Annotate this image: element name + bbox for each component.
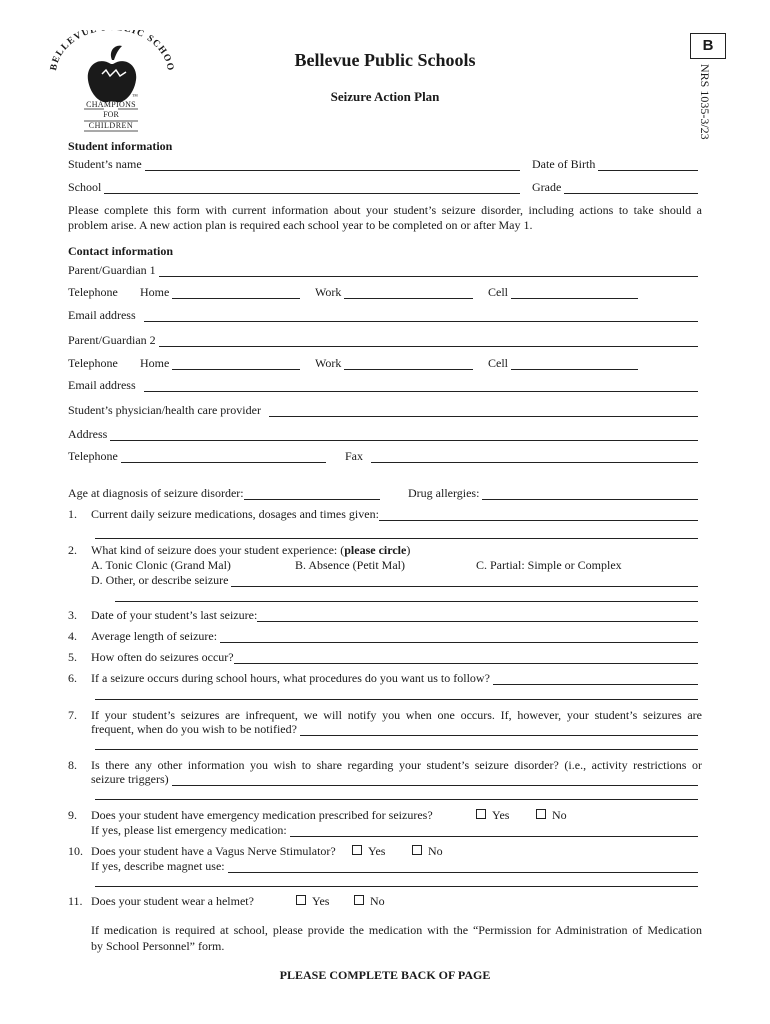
physician-row: [68, 403, 698, 417]
medication-note-line2: by School Personnel” form.: [91, 939, 225, 953]
q1-row: [91, 507, 698, 521]
q3-label: Date of your student’s last seizure:: [91, 608, 258, 622]
school-field[interactable]: [104, 182, 520, 194]
q10-label: Does your student have a Vagus Nerve Stimulator?: [91, 844, 336, 858]
q11-no-option[interactable]: [354, 894, 385, 908]
q11-yes-checkbox[interactable]: [296, 895, 306, 905]
home1-row: [140, 285, 300, 299]
student-name-row: [68, 157, 520, 171]
age-diagnosis-label: Age at diagnosis of seizure disorder:: [68, 486, 244, 500]
q7-number: 7.: [68, 708, 77, 722]
q2-field-line2[interactable]: [115, 601, 698, 602]
physician-telephone-field[interactable]: [121, 451, 326, 463]
dob-label: Date of Birth: [532, 157, 596, 171]
q11-label: Does your student wear a helmet?: [91, 894, 254, 908]
form-subtitle: Seizure Action Plan: [330, 89, 440, 104]
q2-option-d[interactable]: D. Other, or describe seizure: [91, 573, 229, 587]
email1-field[interactable]: [144, 310, 698, 322]
q9-yes-label: Yes: [492, 808, 510, 822]
guardian2-row: [68, 333, 698, 347]
q2-other-field[interactable]: [231, 575, 698, 587]
page-title: Bellevue Public Schools: [294, 50, 476, 70]
q1-field-line2[interactable]: [95, 538, 698, 539]
dob-row: [532, 157, 698, 171]
q5-field[interactable]: [234, 652, 698, 664]
back-page-notice: PLEASE COMPLETE BACK OF PAGE: [279, 968, 491, 982]
q7-label-line1: If your student’s seizures are infrequent, we will notify you when one occurs. If, however, your student’s seizures are: [91, 708, 702, 722]
q10-sub-label: If yes, describe magnet use:: [91, 859, 225, 873]
dob-field[interactable]: [598, 159, 698, 171]
email1-row: [68, 308, 698, 322]
q7-label-line2: frequent, when do you wish to be notified?: [91, 722, 297, 736]
q4-row: [91, 629, 698, 643]
address-label: Address: [68, 427, 108, 441]
fax-label: Fax: [345, 449, 363, 463]
work2-label: Work: [315, 356, 342, 370]
q10-yes-label: Yes: [368, 844, 386, 858]
contact-info-heading: Contact information: [68, 244, 173, 258]
home2-row: [140, 356, 300, 370]
drug-allergies-field[interactable]: [482, 488, 698, 500]
q9-no-checkbox[interactable]: [536, 809, 546, 819]
q8-number: 8.: [68, 758, 77, 772]
q3-field[interactable]: [257, 610, 698, 622]
physician-label: Student’s physician/health care provider: [68, 403, 261, 417]
work2-row: [315, 356, 473, 370]
age-diagnosis-field[interactable]: [244, 488, 380, 500]
q8-label-line2: seizure triggers): [91, 772, 169, 786]
q1-label: Current daily seizure medications, dosages and times given:: [91, 507, 379, 521]
telephone2-label: Telephone: [68, 356, 118, 370]
physician-telephone-label: Telephone: [68, 449, 118, 463]
q10-sub-field[interactable]: [228, 861, 698, 873]
cell2-label: Cell: [488, 356, 508, 370]
form-letter-badge: B: [690, 33, 726, 59]
grade-field[interactable]: [564, 182, 698, 194]
q10-no-option[interactable]: [412, 844, 443, 858]
q5-number: 5.: [68, 650, 77, 664]
q9-number: 9.: [68, 808, 77, 822]
q9-sub-row: [91, 823, 698, 837]
q4-number: 4.: [68, 629, 77, 643]
q6-label: If a seizure occurs during school hours, what procedures do you want us to follow?: [91, 671, 490, 685]
q3-row: [91, 608, 698, 622]
q8-field-line2[interactable]: [95, 799, 698, 800]
q6-field-line2[interactable]: [95, 699, 698, 700]
address-row: [68, 427, 698, 441]
fax-row: [345, 449, 698, 463]
school-row: [68, 180, 520, 194]
work1-field[interactable]: [344, 287, 473, 299]
logo-arc-text: BELLEVUE IC SCHOO: [49, 30, 176, 73]
school-logo: [46, 30, 176, 134]
cell1-label: Cell: [488, 285, 508, 299]
q4-label: Average length of seizure:: [91, 629, 218, 643]
telephone1-label: Telephone: [68, 285, 118, 299]
physician-field[interactable]: [269, 405, 698, 417]
q4-field[interactable]: [220, 631, 698, 643]
fax-field[interactable]: [371, 451, 698, 463]
logo-tagline-2: FOR: [103, 110, 119, 119]
q2-number: 2.: [68, 543, 77, 557]
q6-field[interactable]: [493, 673, 698, 685]
q2-label: What kind of seizure does your student experience: (please circle): [91, 543, 411, 557]
work1-row: [315, 285, 473, 299]
q2-option-c[interactable]: C. Partial: Simple or Complex: [476, 558, 622, 572]
q5-label: How often do seizures occur?: [91, 650, 234, 664]
age-diagnosis-row: [68, 486, 380, 500]
cell2-row: [488, 356, 638, 370]
q11-yes-option[interactable]: [296, 894, 329, 908]
guardian1-field[interactable]: [159, 265, 698, 277]
q2-option-d-row: [91, 573, 698, 587]
q11-no-checkbox[interactable]: [354, 895, 364, 905]
student-name-field[interactable]: [145, 159, 520, 171]
q7-field-line2[interactable]: [95, 749, 698, 750]
q9-label: Does your student have emergency medication prescribed for seizures?: [91, 808, 433, 822]
guardian2-label: Parent/Guardian 2: [68, 333, 156, 347]
grade-row: [532, 180, 698, 194]
q6-row: [91, 671, 698, 685]
cell1-field[interactable]: [511, 287, 638, 299]
student-info-heading: Student information: [68, 139, 173, 153]
q10-sub-row: [91, 859, 698, 873]
q3-number: 3.: [68, 608, 77, 622]
grade-label: Grade: [532, 180, 562, 194]
q11-number: 11.: [68, 894, 83, 908]
home2-field[interactable]: [172, 358, 300, 370]
q7-field[interactable]: [300, 724, 698, 736]
q10-yes-option[interactable]: [352, 844, 385, 858]
email2-label: Email address: [68, 378, 136, 392]
work2-field[interactable]: [344, 358, 473, 370]
q11-yes-label: Yes: [312, 894, 330, 908]
q2-option-b[interactable]: B. Absence (Petit Mal): [295, 558, 405, 572]
q5-row: [91, 650, 698, 664]
address-field[interactable]: [110, 429, 698, 441]
email1-label: Email address: [68, 308, 136, 322]
guardian1-label: Parent/Guardian 1: [68, 263, 156, 277]
drug-allergies-row: [408, 486, 698, 500]
cell2-field[interactable]: [511, 358, 638, 370]
medication-note-line1: If medication is required at school, please provide the medication with the “Permission for Administration of Medication: [91, 923, 702, 937]
student-name-label: Student’s name: [68, 157, 142, 171]
q2-option-a[interactable]: A. Tonic Clonic (Grand Mal): [91, 558, 231, 572]
form-code: NRS 1035-3/23: [698, 64, 712, 140]
cell1-row: [488, 285, 638, 299]
q9-sub-label: If yes, please list emergency medication:: [91, 823, 287, 837]
q8-row: [91, 772, 698, 786]
q6-number: 6.: [68, 671, 77, 685]
q9-no-option[interactable]: [536, 808, 567, 822]
home1-field[interactable]: [172, 287, 300, 299]
drug-allergies-label: Drug allergies:: [408, 486, 480, 500]
q11-no-label: No: [370, 894, 385, 908]
email2-row: [68, 378, 698, 392]
logo-trademark: ™: [132, 94, 138, 100]
q9-sub-field[interactable]: [290, 825, 698, 837]
q7-row: [91, 722, 698, 736]
q8-label-line1: Is there any other information you wish to share regarding your student’s seizure disorder? (i.e., activity restrictions or: [91, 758, 702, 772]
q1-number: 1.: [68, 507, 77, 521]
q9-no-label: No: [552, 808, 567, 822]
q8-field[interactable]: [172, 774, 698, 786]
instructions-paragraph: Please complete this form with current information about your student’s seizure disorder, including actions to take should a problem arise. A new action plan is required each school year to be completed on or after May 1.: [68, 203, 702, 232]
guardian2-field[interactable]: [159, 335, 698, 347]
q10-no-checkbox[interactable]: [412, 845, 422, 855]
logo-tagline-3: CHILDREN: [88, 121, 134, 130]
home1-label: Home: [140, 285, 170, 299]
logo-tagline-1: CHAMPIONS: [86, 100, 136, 109]
physician-telephone-row: [68, 449, 326, 463]
work1-label: Work: [315, 285, 342, 299]
home2-label: Home: [140, 356, 170, 370]
q10-number: 10.: [68, 844, 83, 858]
q10-no-label: No: [428, 844, 443, 858]
q10-field-line2[interactable]: [95, 886, 698, 887]
q9-yes-checkbox[interactable]: [476, 809, 486, 819]
email2-field[interactable]: [144, 380, 698, 392]
school-label: School: [68, 180, 102, 194]
q10-yes-checkbox[interactable]: [352, 845, 362, 855]
q1-field[interactable]: [379, 509, 698, 521]
q9-yes-option[interactable]: [476, 808, 509, 822]
guardian1-row: [68, 263, 698, 277]
